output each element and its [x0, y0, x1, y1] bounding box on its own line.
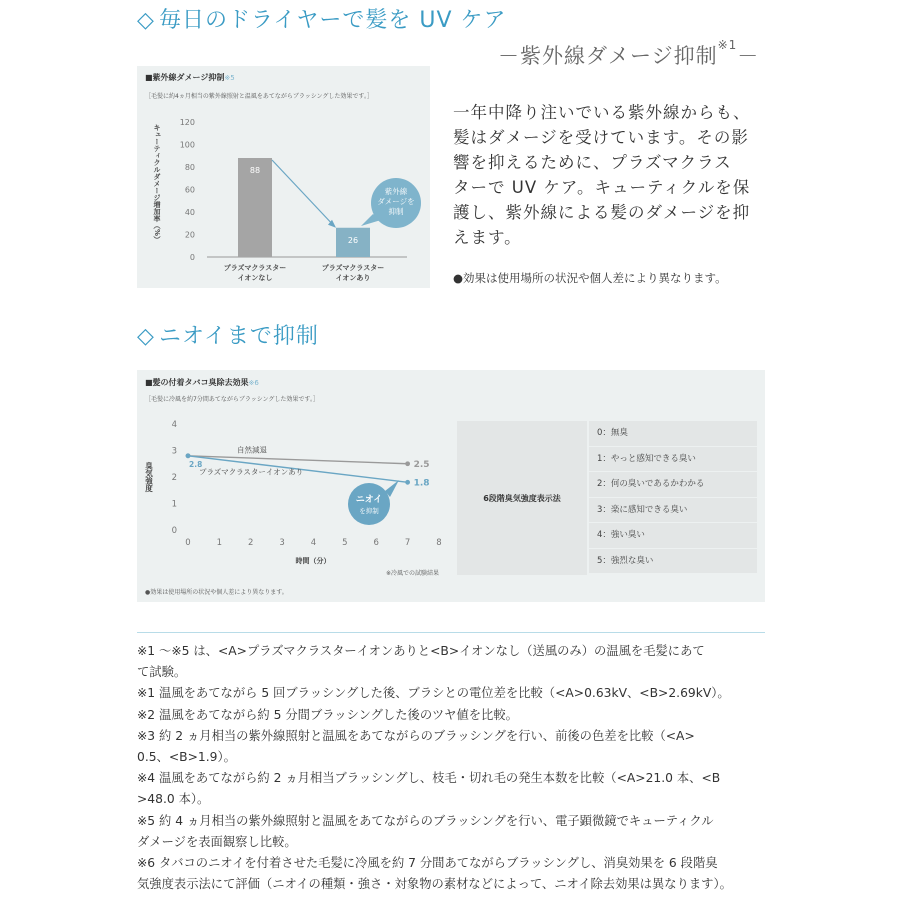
odor-x-tick-label: 8 [436, 538, 442, 548]
body-line: 護し、紫外線による髪のダメージを抑 [453, 203, 751, 222]
scale-label: 6段階臭気強度表示法 [457, 421, 587, 575]
odor-data-point [405, 480, 410, 485]
uv-chart-title: ■紫外線ダメージ抑制※5 [145, 73, 235, 82]
section1-title: 毎日のドライヤーで髪を UV ケア [159, 8, 507, 33]
diamond-icon: ◇ [137, 8, 154, 33]
footnote-line: 気強度表示法にて評価（ニオイの種類・強さ・対象物の素材などによって、ニオイ除去効果は異なります）。 [137, 877, 732, 892]
odor-y-axis-label: 臭気強度 [144, 462, 154, 492]
uv-badge-text: 抑制 [388, 207, 404, 216]
odor-y-tick-label: 0 [171, 526, 177, 536]
odor-badge-text: ニオイ [355, 495, 383, 505]
uv-category-label: プラズマクラスター [321, 264, 385, 272]
uv-bar-chart [137, 66, 430, 288]
odor-y-tick-label: 4 [171, 420, 177, 430]
odor-data-point [405, 461, 410, 466]
odor-end-value-label: 1.8 [413, 478, 430, 489]
odor-y-tick-label: 2 [171, 473, 177, 483]
uv-bar-value-label: 88 [249, 166, 261, 175]
footnotes [137, 641, 777, 895]
body-line: 響を抑えるために、プラズマクラス [453, 153, 732, 172]
footnotes-divider [137, 632, 765, 633]
odor-chart-title: ■髪の付着タバコ臭除去効果※6 [145, 378, 259, 387]
footnote-line: ※2 温風をあてながら約 5 分間ブラッシングした後のツヤ値を比較。 [137, 707, 518, 722]
uv-body-text [453, 100, 773, 250]
odor-x-tick-label: 5 [342, 538, 348, 548]
section1-heading [137, 10, 507, 32]
uv-y-tick-label: 60 [184, 185, 195, 195]
uv-arrow-line [272, 160, 332, 224]
footnote-line: ※5 約 4 ヵ月相当の紫外線照射と温風をあてながらのブラッシングを行い、電子顕微鏡でキューティクル [137, 813, 714, 828]
uv-y-tick-label: 100 [179, 140, 195, 150]
odor-badge-text: を抑制 [359, 507, 379, 515]
scale-item: 0：無臭 [589, 421, 757, 446]
section2-title: ニオイまで抑制 [159, 324, 319, 349]
footnote-line: ※6 タバコのニオイを付着させた毛髪に冷風を約 7 分間あてながらブラッシングし、消臭効果を 6 段階臭 [137, 856, 718, 871]
uv-y-tick-label: 120 [179, 118, 195, 127]
footnote-line: ※1 ～※5 は、<A>プラズマクラスターイオンありと<B>イオンなし（送風のみ）の温風を毛髪にあて [137, 644, 705, 658]
section1-subtitle: －紫外線ダメージ抑制$^{※1}$－ [498, 38, 760, 68]
footnote-line: ダメージを表面観察し比較。 [137, 834, 297, 849]
uv-category-label: イオンなし [237, 274, 273, 282]
uv-disclaimer: ●効果は使用場所の状況や個人差により異なります。 [453, 271, 727, 285]
scale-item: 4：強い臭い [589, 523, 757, 548]
odor-y-tick-label: 3 [171, 446, 177, 457]
odor-chart-note: ［毛髪に冷風を約7分間あてながらブラッシングした効果です。］ [145, 396, 319, 403]
scale-rows [589, 421, 757, 575]
odor-scale-table [457, 421, 757, 575]
odor-chart-footnote: ※冷風での試験結果 [385, 570, 439, 577]
uv-bar-value-label: 26 [347, 235, 359, 245]
scale-item: 2：何の臭いであるかわかる [589, 472, 757, 497]
odor-start-value-label: 2.8 [189, 459, 203, 469]
odor-data-point [186, 453, 191, 458]
odor-x-axis-label: 時間（分） [295, 557, 331, 565]
body-line: ターで UV ケア。キューティクルを保 [453, 178, 751, 197]
uv-y-axis-label: キューティクルダメージ増加率（%） [153, 124, 161, 244]
odor-end-value-label: 2.5 [413, 459, 430, 470]
section2-heading [137, 326, 319, 348]
odor-x-tick-label: 1 [216, 538, 223, 548]
footnote-line: ※4 温風をあてながら約 2 ヵ月相当ブラッシングし、枝毛・切れ毛の発生本数を比較（<A>21.0 本、<B [137, 771, 721, 786]
footnote-line: >48.0 本）。 [137, 792, 210, 807]
footnote-line: ※3 約 2 ヵ月相当の紫外線照射と温風をあてながらのブラッシングを行い、前後の色差を比較（<A> [137, 728, 695, 743]
odor-series-name: プラズマクラスターイオンあり [199, 467, 304, 477]
uv-category-label: プラズマクラスター [223, 264, 287, 272]
body-line: えます。 [453, 228, 522, 247]
odor-series-name: 自然減退 [237, 445, 267, 455]
odor-x-tick-label: 2 [248, 538, 254, 548]
odor-x-tick-label: 0 [185, 538, 191, 548]
uv-y-tick-label: 0 [189, 253, 195, 262]
uv-chart-note: ［毛髪に約4ヵ月相当の紫外線照射と温風をあてながらブラッシングした効果です。］ [145, 93, 373, 100]
uv-y-tick-label: 40 [184, 208, 195, 217]
scale-item: 3：楽に感知できる臭い [589, 498, 757, 523]
body-line: 一年中降り注いでいる紫外線からも、 [453, 103, 751, 122]
odor-disclaimer: ●効果は使用場所の状況や個人差により異なります。 [145, 589, 288, 596]
uv-category-label: イオンあり [335, 274, 371, 282]
uv-chart-panel [137, 66, 430, 288]
footnote-line: ※1 温風をあてながら 5 回ブラッシングした後、ブラシとの電位差を比較（<A>0.63kV、<B>2.69kV）。 [137, 686, 730, 701]
uv-badge-text: 紫外線 [384, 187, 408, 196]
body-line: 髪はダメージを受けています。その影 [453, 128, 749, 147]
odor-y-tick-label: 1 [171, 499, 177, 510]
scale-item: 1：やっと感知できる臭い [589, 447, 757, 472]
uv-y-tick-label: 20 [184, 230, 195, 240]
footnote-line: て試験。 [137, 665, 187, 680]
odor-x-tick-label: 4 [310, 538, 317, 548]
scale-item: 5：強烈な臭い [589, 549, 757, 574]
odor-line-chart [137, 370, 457, 602]
uv-badge-text: ダメージを [377, 197, 415, 206]
odor-x-tick-label: 6 [373, 538, 379, 548]
odor-x-tick-label: 7 [404, 538, 411, 548]
uv-y-tick-label: 80 [184, 163, 195, 172]
footnote-line: 0.5、<B>1.9）。 [137, 750, 236, 765]
odor-x-tick-label: 3 [279, 538, 285, 548]
diamond-icon: ◇ [137, 324, 154, 349]
